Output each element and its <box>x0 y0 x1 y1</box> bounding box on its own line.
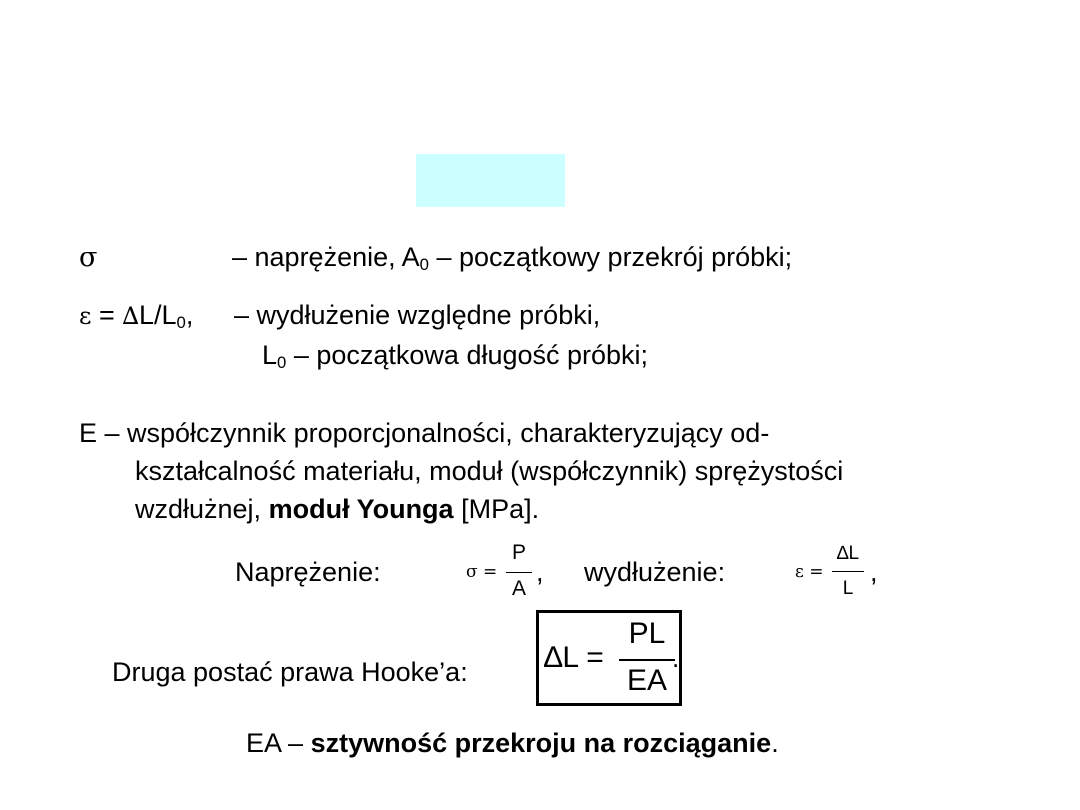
hooke-formula-box <box>536 610 682 706</box>
highlight-box <box>416 154 565 207</box>
hooke-dot: . <box>672 643 680 673</box>
sigma-symbol: σ <box>79 242 98 273</box>
strain-comma: , <box>870 557 878 587</box>
hooke-numerator: PL <box>628 617 666 650</box>
strain-denominator: L <box>842 578 854 599</box>
hooke-denominator: EA <box>626 664 668 697</box>
stress-denominator: A <box>511 577 526 600</box>
strain-definition: – wydłużenie względne próbki, <box>234 300 601 330</box>
initial-length-definition: $L_0$ – początkowa długość próbki; <box>262 340 649 373</box>
strain-numerator: ∆L <box>836 543 860 564</box>
hooke-lhs: ∆L = <box>544 641 604 674</box>
modulus-paragraph-line2: kształcalność materiału, moduł (współczynnik) sprężystości <box>135 456 844 486</box>
hooke-label: Druga postać prawa Hooke’a: <box>112 657 468 687</box>
stress-label: Naprężenie: <box>235 557 381 587</box>
strain-formula: $\varepsilon = \Delta L/L_0$, <box>79 300 194 333</box>
strain-fraction <box>832 543 864 603</box>
stress-definition: – naprężenie, $A_0$ – początkowy przekrój próbki; <box>232 242 793 275</box>
axial-stiffness-definition: EA – sztywność przekroju na rozciąganie. <box>246 728 779 758</box>
hooke-fraction <box>619 617 675 701</box>
stress-comma: , <box>536 557 544 587</box>
strain-label: wydłużenie: <box>584 557 726 587</box>
modulus-paragraph-line3: wzdłużnej, moduł Younga [MPa]. <box>135 494 540 524</box>
modulus-paragraph-line1: E – współczynnik proporcjonalności, charakteryzujący od- <box>79 418 770 448</box>
stress-lhs: σ = <box>466 562 498 582</box>
stress-numerator: P <box>511 541 526 564</box>
stress-fraction <box>506 541 532 603</box>
strain-lhs: ε = <box>795 562 824 582</box>
